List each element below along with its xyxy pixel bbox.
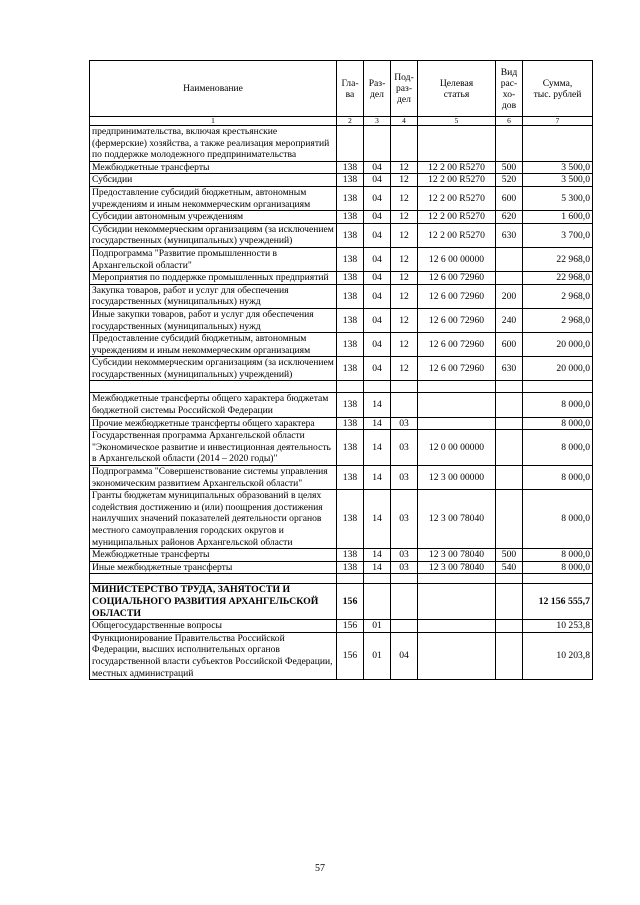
- vid-rashodov-cell: [496, 632, 523, 679]
- summa-cell: 12 156 555,7: [523, 584, 593, 620]
- razdel-cell: [364, 574, 391, 584]
- row-name-cell: Субсидии автономным учреждениям: [90, 211, 337, 224]
- vid-rashodov-cell: 540: [496, 561, 523, 574]
- glava-cell: [337, 126, 364, 162]
- vid-rashodov-cell: 500: [496, 549, 523, 562]
- razdel-cell: 14: [364, 466, 391, 490]
- summa-cell: 22 968,0: [523, 247, 593, 271]
- glava-cell: 156: [337, 620, 364, 633]
- podrazdel-cell: 12: [391, 211, 418, 224]
- table-row: [90, 620, 593, 633]
- razdel-cell: 14: [364, 430, 391, 466]
- row-name-cell: Межбюджетные трансферты: [90, 549, 337, 562]
- summa-cell: [523, 126, 593, 162]
- glava-cell: [337, 381, 364, 393]
- glava-cell: 138: [337, 247, 364, 271]
- podrazdel-cell: [391, 584, 418, 620]
- column-number-row: [90, 117, 593, 126]
- podrazdel-cell: [391, 574, 418, 584]
- table-row: [90, 272, 593, 285]
- vid-rashodov-cell: 200: [496, 284, 523, 308]
- glava-cell: 138: [337, 490, 364, 549]
- glava-cell: 156: [337, 632, 364, 679]
- summa-cell: 5 300,0: [523, 186, 593, 210]
- razdel-cell: 14: [364, 490, 391, 549]
- row-name-cell: Иные межбюджетные трансферты: [90, 561, 337, 574]
- table-row: [90, 393, 593, 417]
- summa-cell: 8 000,0: [523, 466, 593, 490]
- celevaya-statya-cell: 12 3 00 78040: [418, 490, 496, 549]
- summa-cell: 2 968,0: [523, 284, 593, 308]
- podrazdel-cell: 03: [391, 466, 418, 490]
- table-row: [90, 466, 593, 490]
- header-name: Наименование: [90, 61, 337, 117]
- podrazdel-cell: [391, 126, 418, 162]
- podrazdel-cell: 03: [391, 561, 418, 574]
- vid-rashodov-cell: [496, 574, 523, 584]
- glava-cell: 138: [337, 561, 364, 574]
- celevaya-statya-cell: 12 0 00 00000: [418, 430, 496, 466]
- summa-cell: 20 000,0: [523, 357, 593, 381]
- header-celevaya-statya: Целевая статья: [418, 61, 496, 117]
- vid-rashodov-cell: 630: [496, 223, 523, 247]
- row-name-cell: Предоставление субсидий бюджетным, автономным учреждениям и иным некоммерческим организациям: [90, 186, 337, 210]
- table-row: [90, 632, 593, 679]
- summa-cell: 8 000,0: [523, 549, 593, 562]
- vid-rashodov-cell: 600: [496, 333, 523, 357]
- budget-table: [89, 60, 593, 680]
- row-name-cell: Государственная программа Архангельской области "Экономическое развитие и инвестиционная деятельность в Архангельской области (2014 – 2020 годы)": [90, 430, 337, 466]
- table-row: [90, 357, 593, 381]
- glava-cell: 138: [337, 161, 364, 174]
- summa-cell: 8 000,0: [523, 490, 593, 549]
- glava-cell: 138: [337, 393, 364, 417]
- razdel-cell: 04: [364, 357, 391, 381]
- summa-cell: 3 500,0: [523, 161, 593, 174]
- razdel-cell: 14: [364, 549, 391, 562]
- row-name-cell: Межбюджетные трансферты: [90, 161, 337, 174]
- column-number: 3: [364, 117, 391, 126]
- summa-cell: 1 600,0: [523, 211, 593, 224]
- razdel-cell: 04: [364, 308, 391, 332]
- vid-rashodov-cell: [496, 490, 523, 549]
- celevaya-statya-cell: 12 6 00 72960: [418, 272, 496, 285]
- header-row: [90, 61, 593, 117]
- table-row: [90, 126, 593, 162]
- column-number: 2: [337, 117, 364, 126]
- row-name-cell: Субсидии некоммерческим организациям (за исключением государственных (муниципальных) учреждений): [90, 357, 337, 381]
- column-number: 5: [418, 117, 496, 126]
- podrazdel-cell: 12: [391, 308, 418, 332]
- ministry-row: [90, 584, 593, 620]
- celevaya-statya-cell: [418, 393, 496, 417]
- podrazdel-cell: 12: [391, 161, 418, 174]
- podrazdel-cell: 12: [391, 333, 418, 357]
- celevaya-statya-cell: [418, 126, 496, 162]
- summa-cell: [523, 381, 593, 393]
- table-row: [90, 161, 593, 174]
- summa-cell: 20 000,0: [523, 333, 593, 357]
- glava-cell: 138: [337, 430, 364, 466]
- glava-cell: 138: [337, 357, 364, 381]
- razdel-cell: [364, 126, 391, 162]
- razdel-cell: [364, 381, 391, 393]
- summa-cell: 8 000,0: [523, 393, 593, 417]
- podrazdel-cell: 04: [391, 632, 418, 679]
- table-row: [90, 549, 593, 562]
- podrazdel-cell: 12: [391, 174, 418, 187]
- razdel-cell: 04: [364, 247, 391, 271]
- celevaya-statya-cell: 12 3 00 78040: [418, 549, 496, 562]
- summa-cell: 3 500,0: [523, 174, 593, 187]
- summa-cell: 8 000,0: [523, 561, 593, 574]
- podrazdel-cell: 03: [391, 417, 418, 430]
- celevaya-statya-cell: 12 2 00 R5270: [418, 211, 496, 224]
- table-row: [90, 381, 593, 393]
- column-number: 6: [496, 117, 523, 126]
- table-row: [90, 574, 593, 584]
- glava-cell: 138: [337, 417, 364, 430]
- vid-rashodov-cell: [496, 466, 523, 490]
- podrazdel-cell: 12: [391, 247, 418, 271]
- celevaya-statya-cell: 12 3 00 00000: [418, 466, 496, 490]
- glava-cell: 138: [337, 186, 364, 210]
- summa-cell: 8 000,0: [523, 417, 593, 430]
- row-name-cell: Межбюджетные трансферты общего характера бюджетам бюджетной системы Российской Федерации: [90, 393, 337, 417]
- razdel-cell: 04: [364, 161, 391, 174]
- summa-cell: 3 700,0: [523, 223, 593, 247]
- row-name-cell: Гранты бюджетам муниципальных образований в целях содействия достижению и (или) поощрения достижения наилучших значений показателей деятельности органов местного самоуправления городских округов и муниципальных районов Архангельской области: [90, 490, 337, 549]
- row-name-cell: Функционирование Правительства Российской Федерации, высших исполнительных органов государственной власти субъектов Российской Федерации, местных администраций: [90, 632, 337, 679]
- column-number: 7: [523, 117, 593, 126]
- table-row: [90, 561, 593, 574]
- vid-rashodov-cell: [496, 126, 523, 162]
- row-name-cell: Подпрограмма "Развитие промышленности в Архангельской области": [90, 247, 337, 271]
- summa-cell: [523, 574, 593, 584]
- row-name-cell: Общегосударственные вопросы: [90, 620, 337, 633]
- celevaya-statya-cell: [418, 381, 496, 393]
- row-name-cell: Предоставление субсидий бюджетным, автономным учреждениям и иным некоммерческим организациям: [90, 333, 337, 357]
- row-name-cell: МИНИСТЕРСТВО ТРУДА, ЗАНЯТОСТИ И СОЦИАЛЬНОГО РАЗВИТИЯ АРХАНГЕЛЬСКОЙ ОБЛАСТИ: [90, 584, 337, 620]
- razdel-cell: 01: [364, 620, 391, 633]
- table-row: [90, 417, 593, 430]
- table-body: [90, 126, 593, 680]
- vid-rashodov-cell: [496, 620, 523, 633]
- table-row: [90, 430, 593, 466]
- table-row: [90, 223, 593, 247]
- podrazdel-cell: 03: [391, 549, 418, 562]
- glava-cell: 138: [337, 466, 364, 490]
- header-vid-rashodov: Вид рас- хо- дов: [496, 61, 523, 117]
- table-row: [90, 490, 593, 549]
- row-name-cell: [90, 381, 337, 393]
- table-row: [90, 284, 593, 308]
- podrazdel-cell: [391, 381, 418, 393]
- table-row: [90, 186, 593, 210]
- celevaya-statya-cell: 12 2 00 R5270: [418, 223, 496, 247]
- glava-cell: 138: [337, 333, 364, 357]
- vid-rashodov-cell: [496, 272, 523, 285]
- vid-rashodov-cell: 240: [496, 308, 523, 332]
- row-name-cell: Подпрограмма "Совершенствование системы управления экономическим развитием Архангельской области": [90, 466, 337, 490]
- summa-cell: 10 203,8: [523, 632, 593, 679]
- razdel-cell: [364, 584, 391, 620]
- celevaya-statya-cell: 12 6 00 72960: [418, 308, 496, 332]
- vid-rashodov-cell: [496, 584, 523, 620]
- vid-rashodov-cell: 600: [496, 186, 523, 210]
- vid-rashodov-cell: 500: [496, 161, 523, 174]
- summa-cell: 10 253,8: [523, 620, 593, 633]
- glava-cell: [337, 574, 364, 584]
- razdel-cell: 14: [364, 561, 391, 574]
- celevaya-statya-cell: [418, 417, 496, 430]
- celevaya-statya-cell: 12 2 00 R5270: [418, 174, 496, 187]
- podrazdel-cell: 03: [391, 430, 418, 466]
- row-name-cell: Субсидии некоммерческим организациям (за исключением государственных (муниципальных) учреждений): [90, 223, 337, 247]
- row-name-cell: Прочие межбюджетные трансферты общего характера: [90, 417, 337, 430]
- glava-cell: 156: [337, 584, 364, 620]
- podrazdel-cell: 12: [391, 357, 418, 381]
- header-summa: Сумма, тыс. рублей: [523, 61, 593, 117]
- podrazdel-cell: 03: [391, 490, 418, 549]
- glava-cell: 138: [337, 211, 364, 224]
- razdel-cell: 04: [364, 211, 391, 224]
- podrazdel-cell: [391, 620, 418, 633]
- podrazdel-cell: 12: [391, 223, 418, 247]
- glava-cell: 138: [337, 174, 364, 187]
- column-number: 1: [90, 117, 337, 126]
- podrazdel-cell: 12: [391, 272, 418, 285]
- vid-rashodov-cell: 620: [496, 211, 523, 224]
- vid-rashodov-cell: [496, 430, 523, 466]
- row-name-cell: предпринимательства, включая крестьянские (фермерские) хозяйства, а также реализация мероприятий по поддержке молодежного предпринимательства: [90, 126, 337, 162]
- celevaya-statya-cell: 12 3 00 78040: [418, 561, 496, 574]
- celevaya-statya-cell: 12 2 00 R5270: [418, 186, 496, 210]
- razdel-cell: 04: [364, 284, 391, 308]
- razdel-cell: 04: [364, 223, 391, 247]
- celevaya-statya-cell: 12 6 00 72960: [418, 284, 496, 308]
- vid-rashodov-cell: [496, 393, 523, 417]
- summa-cell: 2 968,0: [523, 308, 593, 332]
- podrazdel-cell: 12: [391, 186, 418, 210]
- glava-cell: 138: [337, 223, 364, 247]
- celevaya-statya-cell: 12 6 00 00000: [418, 247, 496, 271]
- celevaya-statya-cell: 12 6 00 72960: [418, 357, 496, 381]
- razdel-cell: 01: [364, 632, 391, 679]
- vid-rashodov-cell: 520: [496, 174, 523, 187]
- header-podrazdel: Под- раз- дел: [391, 61, 418, 117]
- row-name-cell: Закупка товаров, работ и услуг для обеспечения государственных (муниципальных) нужд: [90, 284, 337, 308]
- vid-rashodov-cell: 630: [496, 357, 523, 381]
- celevaya-statya-cell: [418, 584, 496, 620]
- row-name-cell: Мероприятия по поддержке промышленных предприятий: [90, 272, 337, 285]
- razdel-cell: 14: [364, 393, 391, 417]
- celevaya-statya-cell: [418, 574, 496, 584]
- table-row: [90, 308, 593, 332]
- glava-cell: 138: [337, 549, 364, 562]
- page-number: 57: [315, 863, 325, 874]
- summa-cell: 22 968,0: [523, 272, 593, 285]
- header-razdel: Раз- дел: [364, 61, 391, 117]
- razdel-cell: 04: [364, 272, 391, 285]
- summa-cell: 8 000,0: [523, 430, 593, 466]
- glava-cell: 138: [337, 284, 364, 308]
- row-name-cell: Иные закупки товаров, работ и услуг для обеспечения государственных (муниципальных) нужд: [90, 308, 337, 332]
- row-name-cell: Субсидии: [90, 174, 337, 187]
- table-row: [90, 333, 593, 357]
- celevaya-statya-cell: 12 2 00 R5270: [418, 161, 496, 174]
- table-row: [90, 211, 593, 224]
- vid-rashodov-cell: [496, 247, 523, 271]
- celevaya-statya-cell: [418, 620, 496, 633]
- glava-cell: 138: [337, 272, 364, 285]
- vid-rashodov-cell: [496, 417, 523, 430]
- razdel-cell: 04: [364, 174, 391, 187]
- table-row: [90, 247, 593, 271]
- column-number: 4: [391, 117, 418, 126]
- podrazdel-cell: 12: [391, 284, 418, 308]
- razdel-cell: 04: [364, 186, 391, 210]
- podrazdel-cell: [391, 393, 418, 417]
- celevaya-statya-cell: 12 6 00 72960: [418, 333, 496, 357]
- row-name-cell: [90, 574, 337, 584]
- table-row: [90, 174, 593, 187]
- glava-cell: 138: [337, 308, 364, 332]
- header-glava: Гла- ва: [337, 61, 364, 117]
- vid-rashodov-cell: [496, 381, 523, 393]
- celevaya-statya-cell: [418, 632, 496, 679]
- razdel-cell: 14: [364, 417, 391, 430]
- razdel-cell: 04: [364, 333, 391, 357]
